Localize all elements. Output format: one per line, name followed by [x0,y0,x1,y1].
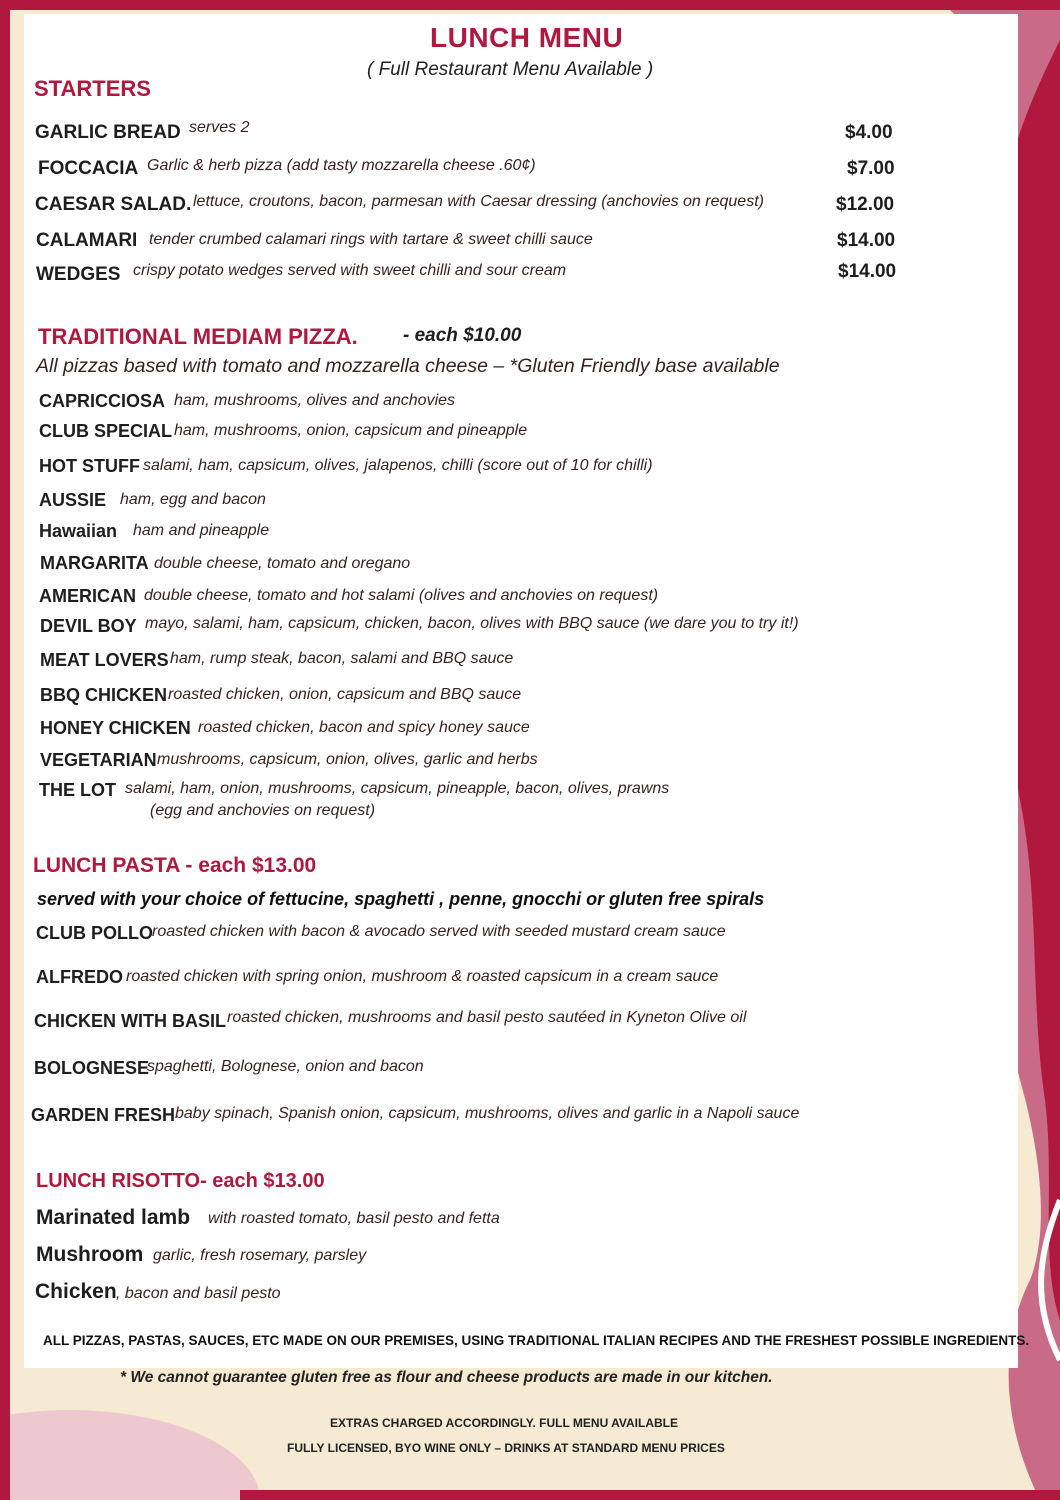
risotto-name: Marinated lamb [36,1206,191,1229]
pasta-choice-note: served with your choice of fettucine, spaghetti , penne, gnocchi or gluten free spirals [37,889,765,909]
starter-desc: crispy potato wedges served with sweet chilli and sour cream [133,262,567,279]
pizza-name: HONEY CHICKEN [40,718,191,738]
pizza-name: BBQ CHICKEN [40,685,168,705]
starter-desc: Garlic & herb pizza (add tasty mozzarella cheese .60¢) [147,157,536,174]
starter-price: $4.00 [845,122,893,143]
pizza-name: CAPRICCIOSA [39,391,166,411]
risotto-desc: with roasted tomato, basil pesto and fetta [208,1210,500,1227]
frame-bottom-border [240,1490,1060,1500]
pizza-desc: ham, egg and bacon [120,491,266,508]
pasta-name: CLUB POLLO [36,923,153,943]
starter-desc: tender crumbed calamari rings with tartare & sweet chilli sauce [149,231,593,248]
frame-top-border [0,0,1060,10]
pasta-desc: roasted chicken with bacon & avocado served with seeded mustard cream sauce [152,923,726,940]
pizza-desc: double cheese, tomato and oregano [154,555,411,572]
pizza-desc: mayo, salami, ham, capsicum, chicken, bacon, olives with BBQ sauce (we dare you to try it!) [145,615,799,632]
starter-name: FOCCACIA [38,158,139,179]
starter-name: CALAMARI [36,230,138,251]
page-title: LUNCH MENU [430,22,624,53]
risotto-name: Chicken [35,1280,117,1303]
pizza-desc: ham, mushrooms, olives and anchovies [174,392,456,409]
pasta-heading: LUNCH PASTA - each $13.00 [33,854,317,877]
starter-name: WEDGES [36,264,121,285]
starter-name: GARLIC BREAD [35,122,181,143]
pasta-desc: spaghetti, Bolognese, onion and bacon [147,1058,424,1075]
risotto-name: Mushroom [36,1243,144,1266]
pizza-desc: ham, mushrooms, onion, capsicum and pineapple [174,422,528,439]
starter-price: $12.00 [836,194,895,215]
starter-price: $14.00 [837,230,896,251]
pizza-desc: ham and pineapple [133,522,270,539]
pasta-name: BOLOGNESE [34,1058,150,1078]
pizza-name: DEVIL BOY [40,616,137,636]
starter-desc: lettuce, croutons, bacon, parmesan with Caesar dressing (anchovies on request) [193,193,764,210]
pizza-desc: roasted chicken, bacon and spicy honey sauce [198,719,530,736]
pizza-name: HOT STUFF [39,456,140,476]
risotto-desc: garlic, fresh rosemary, parsley [153,1247,367,1264]
pizza-heading: TRADITIONAL MEDIAM PIZZA. [38,324,358,349]
pizza-name: MEAT LOVERS [40,650,169,670]
extras-note: EXTRAS CHARGED ACCORDINGLY. FULL MENU AVAILABLE [330,1416,679,1430]
pizza-desc: roasted chicken, onion, capsicum and BBQ sauce [168,686,522,703]
frame-left-border [0,0,10,1500]
pizza-name: AMERICAN [39,586,136,606]
pizza-desc: salami, ham, capsicum, olives, jalapenos, chilli (score out of 10 for chilli) [143,457,653,474]
starter-price: $14.00 [838,261,897,282]
pizza-name: VEGETARIAN [40,750,157,770]
risotto-heading: LUNCH RISOTTO- each $13.00 [36,1170,325,1192]
pasta-desc: baby spinach, Spanish onion, capsicum, mushrooms, olives and garlic in a Napoli sauce [175,1105,800,1122]
pizza-name: CLUB SPECIAL [39,421,173,441]
pizza-base-note: All pizzas based with tomato and mozzarella cheese – *Gluten Friendly base available [36,355,780,377]
pizza-desc-extra: (egg and anchovies on request) [150,802,376,819]
pizza-desc: double cheese, tomato and hot salami (olives and anchovies on request) [144,587,659,604]
pizza-name: THE LOT [39,780,116,800]
pizza-desc: ham, rump steak, bacon, salami and BBQ sauce [170,650,514,667]
pasta-desc: roasted chicken with spring onion, mushroom & roasted capsicum in a cream sauce [126,968,719,985]
pasta-name: GARDEN FRESH [31,1105,176,1125]
starter-name: CAESAR SALAD. [35,194,192,215]
starters-heading: STARTERS [34,76,151,101]
starter-desc: serves 2 [189,119,250,136]
pizza-desc: salami, ham, onion, mushrooms, capsicum, pineapple, bacon, olives, prawns [125,780,670,797]
license-note: FULLY LICENSED, BYO WINE ONLY – DRINKS AT STANDARD MENU PRICES [287,1441,725,1455]
pasta-name: CHICKEN WITH BASIL [34,1011,226,1031]
pizza-price-note: - each $10.00 [403,325,522,346]
pizza-desc: mushrooms, capsicum, onion, olives, garlic and herbs [157,751,538,768]
pizza-name: AUSSIE [39,490,107,510]
starter-price: $7.00 [847,158,895,179]
gluten-disclaimer: * We cannot guarantee gluten free as flour and cheese products are made in our kitchen. [120,1369,773,1386]
pizza-name: Hawaiian [39,521,118,541]
pasta-name: ALFREDO [36,967,123,987]
pasta-desc: roasted chicken, mushrooms and basil pesto sautéed in Kyneton Olive oil [227,1009,747,1026]
page-subtitle: ( Full Restaurant Menu Available ) [367,59,654,80]
pizza-name: MARGARITA [40,553,149,573]
risotto-desc: , bacon and basil pesto [116,1285,281,1302]
premises-note: ALL PIZZAS, PASTAS, SAUCES, ETC MADE ON OUR PREMISES, USING TRADITIONAL ITALIAN RECIPES AND THE FRESHEST POSSIBLE INGREDIENTS. [43,1333,1030,1348]
